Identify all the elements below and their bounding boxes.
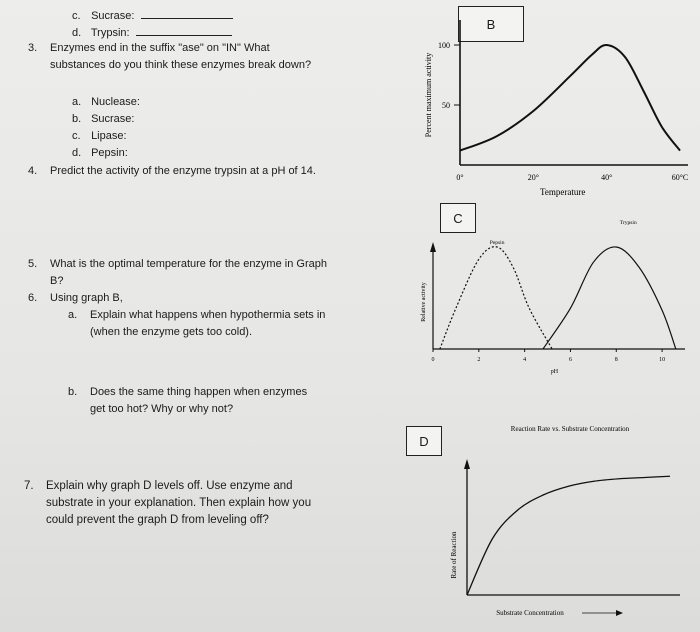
question-text: What is the optimal temperature for the enzyme in Graph B?	[50, 258, 327, 287]
item-label: Sucrase:	[91, 10, 135, 22]
x-tick-label: 6	[568, 357, 572, 363]
y-tick-label: 50	[442, 101, 450, 110]
x-tick-label: 40°	[601, 173, 613, 182]
y-arrow	[430, 242, 436, 252]
y-axis-label: Percent maximum activity	[424, 52, 433, 138]
x-tick-label: 8	[614, 357, 618, 363]
graph-d-substrate	[440, 415, 695, 625]
question-3b	[72, 111, 134, 128]
trypsin-curve	[543, 247, 676, 349]
x-tick-label: 10	[659, 357, 666, 363]
question-number: 4.	[28, 165, 38, 177]
question-3c	[72, 128, 127, 145]
pepsin-label: Pepsin	[489, 240, 505, 246]
x-arrow-head	[616, 610, 623, 616]
question-number: 7.	[24, 480, 34, 492]
x-tick-label: 4	[523, 357, 527, 363]
y-axis-label: Rate of Reaction	[450, 531, 458, 579]
question-text: Explain what happens when hypothermia sets in (when the enzyme gets too cold).	[90, 309, 326, 338]
item-label: Lipase:	[91, 130, 127, 142]
question-text: Explain why graph D levels off. Use enzyme and substrate in your explanation. Then explain how you could prevent the graph D from leveling off?	[46, 480, 312, 526]
x-tick-label: 2	[477, 357, 481, 363]
x-axis-label: Substrate Concentration	[496, 609, 564, 617]
item-letter: b.	[68, 386, 78, 398]
y-arrow	[464, 459, 470, 469]
question-4	[28, 163, 328, 180]
question-6a	[68, 307, 326, 341]
panel-letter: C	[453, 210, 463, 226]
question-5	[28, 256, 328, 290]
panel-letter: D	[419, 433, 429, 449]
item-letter: d.	[72, 147, 82, 159]
item-label: Nuclease:	[91, 96, 140, 108]
question-7	[24, 478, 324, 529]
graph-b-temperature	[415, 15, 695, 210]
item-letter: c.	[72, 10, 81, 22]
graph-d-label	[406, 426, 442, 456]
item-letter: c.	[72, 130, 81, 142]
temperature-curve	[460, 45, 680, 151]
question-number: 3.	[28, 42, 38, 54]
x-tick-label: 60°C	[671, 173, 689, 182]
x-tick-label: 0	[431, 357, 435, 363]
question-number: 6.	[28, 292, 38, 304]
question-text: Enzymes end in the suffix "ase" on "IN" What substances do you think these enzymes break down?	[50, 42, 312, 71]
pepsin-curve	[440, 247, 552, 349]
panel-letter: B	[486, 16, 496, 32]
question-number: 5.	[28, 258, 38, 270]
answer-line[interactable]	[136, 23, 232, 36]
item-letter: d.	[72, 27, 82, 39]
question-6b	[68, 384, 318, 418]
question-3a	[72, 94, 140, 111]
item-label: Sucrase:	[91, 113, 135, 125]
question-text: Using graph B,	[50, 292, 123, 304]
x-axis-label: Temperature	[539, 187, 586, 197]
saturation-curve	[467, 476, 670, 595]
question-text: Predict the activity of the enzyme trypsin at a pH of 14.	[50, 165, 316, 177]
item-label: Pepsin:	[91, 147, 128, 159]
item-letter: a.	[68, 309, 78, 321]
y-tick-label: 100	[438, 41, 450, 50]
answer-line[interactable]	[141, 6, 233, 19]
question-text: Does the same thing happen when enzymes get too hot? Why or why not?	[90, 386, 308, 415]
item-letter: a.	[72, 96, 82, 108]
x-axis-label: pH	[550, 369, 559, 375]
x-tick-label: 20°	[527, 173, 539, 182]
trypsin-label: Trypsin	[619, 220, 637, 226]
question-3	[28, 40, 318, 74]
y-axis-label: Relative activity	[421, 282, 427, 322]
graph-title: Reaction Rate vs. Substrate Concentration	[510, 425, 630, 433]
x-tick-label: 0°	[456, 173, 464, 182]
item-letter: b.	[72, 113, 82, 125]
graph-c-ph	[415, 212, 695, 377]
item-label: Trypsin:	[90, 27, 130, 39]
question-3d	[72, 145, 128, 162]
question-6	[28, 290, 328, 307]
